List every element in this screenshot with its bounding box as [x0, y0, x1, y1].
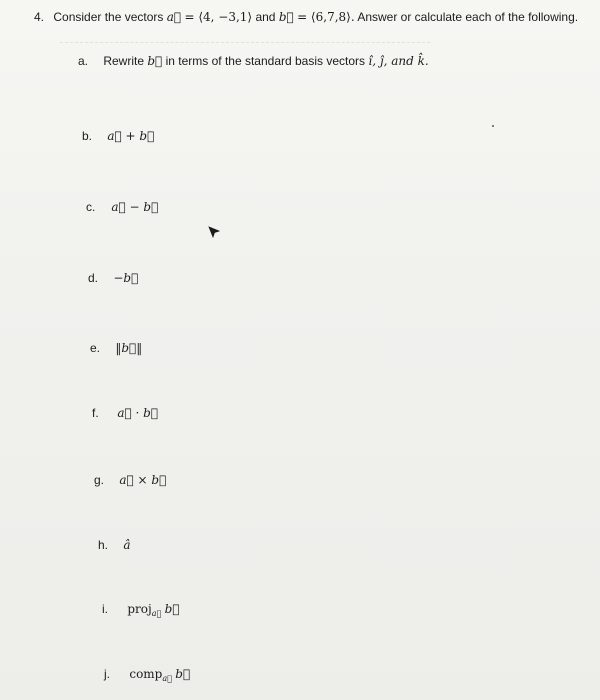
- part-i: [102, 602, 180, 621]
- part-j-label: j.: [104, 667, 110, 681]
- part-f-expression: a⃗ · b⃗: [117, 406, 159, 420]
- ink-speck: [492, 125, 494, 127]
- part-g-expression: a⃗ × b⃗: [119, 473, 167, 487]
- part-j-subscript: a⃗: [162, 674, 172, 683]
- part-g-label: g.: [94, 473, 105, 487]
- part-i-expression: b⃗: [164, 602, 180, 616]
- part-h-expression: â: [123, 538, 131, 552]
- part-a-expression: b⃗: [147, 54, 163, 68]
- vector-b-value: = ⟨6,7,8⟩.: [297, 10, 355, 24]
- part-h-label: h.: [98, 538, 109, 552]
- vector-a-value: = ⟨4, −3,1⟩: [184, 10, 253, 24]
- part-j: [104, 667, 190, 686]
- question-header: [34, 10, 578, 24]
- part-b: [82, 129, 154, 143]
- part-j-expression: b⃗: [175, 667, 191, 681]
- part-i-proj: proj: [127, 602, 152, 616]
- part-i-subscript: a⃗: [151, 609, 162, 618]
- part-b-expression: a⃗ + b⃗: [107, 129, 155, 143]
- part-e: [90, 341, 142, 355]
- part-a: [78, 54, 429, 68]
- faint-divider: [60, 42, 430, 43]
- part-d-label: d.: [88, 271, 99, 285]
- part-g: [94, 473, 166, 487]
- part-d-expression: −b⃗: [113, 271, 139, 285]
- question-instruction: Answer or calculate each of the following.: [357, 10, 579, 24]
- part-f-label: f.: [92, 406, 99, 420]
- part-a-text-before: Rewrite: [103, 54, 145, 68]
- part-a-basis: ı̂, ȷ̂, and k̂.: [368, 54, 429, 68]
- question-number: 4.: [34, 10, 45, 24]
- part-j-comp: comp: [129, 667, 163, 681]
- part-a-label: a.: [78, 54, 89, 68]
- part-i-label: i.: [102, 602, 108, 616]
- part-f: [92, 406, 158, 420]
- part-c-label: c.: [86, 200, 96, 214]
- part-d: [88, 271, 138, 285]
- part-c: [86, 200, 158, 214]
- part-e-expression: ‖b⃗‖: [115, 341, 143, 355]
- part-e-label: e.: [90, 341, 101, 355]
- part-a-text-after: in terms of the standard basis vectors: [165, 54, 366, 68]
- part-c-expression: a⃗ − b⃗: [111, 200, 159, 214]
- vector-a-symbol: a⃗: [166, 10, 182, 24]
- conjunction-and: and: [255, 10, 276, 24]
- part-b-label: b.: [82, 129, 93, 143]
- mouse-pointer-icon: [208, 226, 220, 245]
- part-h: [98, 538, 131, 552]
- question-intro: Consider the vectors: [53, 10, 164, 24]
- vector-b-symbol: b⃗: [278, 10, 294, 24]
